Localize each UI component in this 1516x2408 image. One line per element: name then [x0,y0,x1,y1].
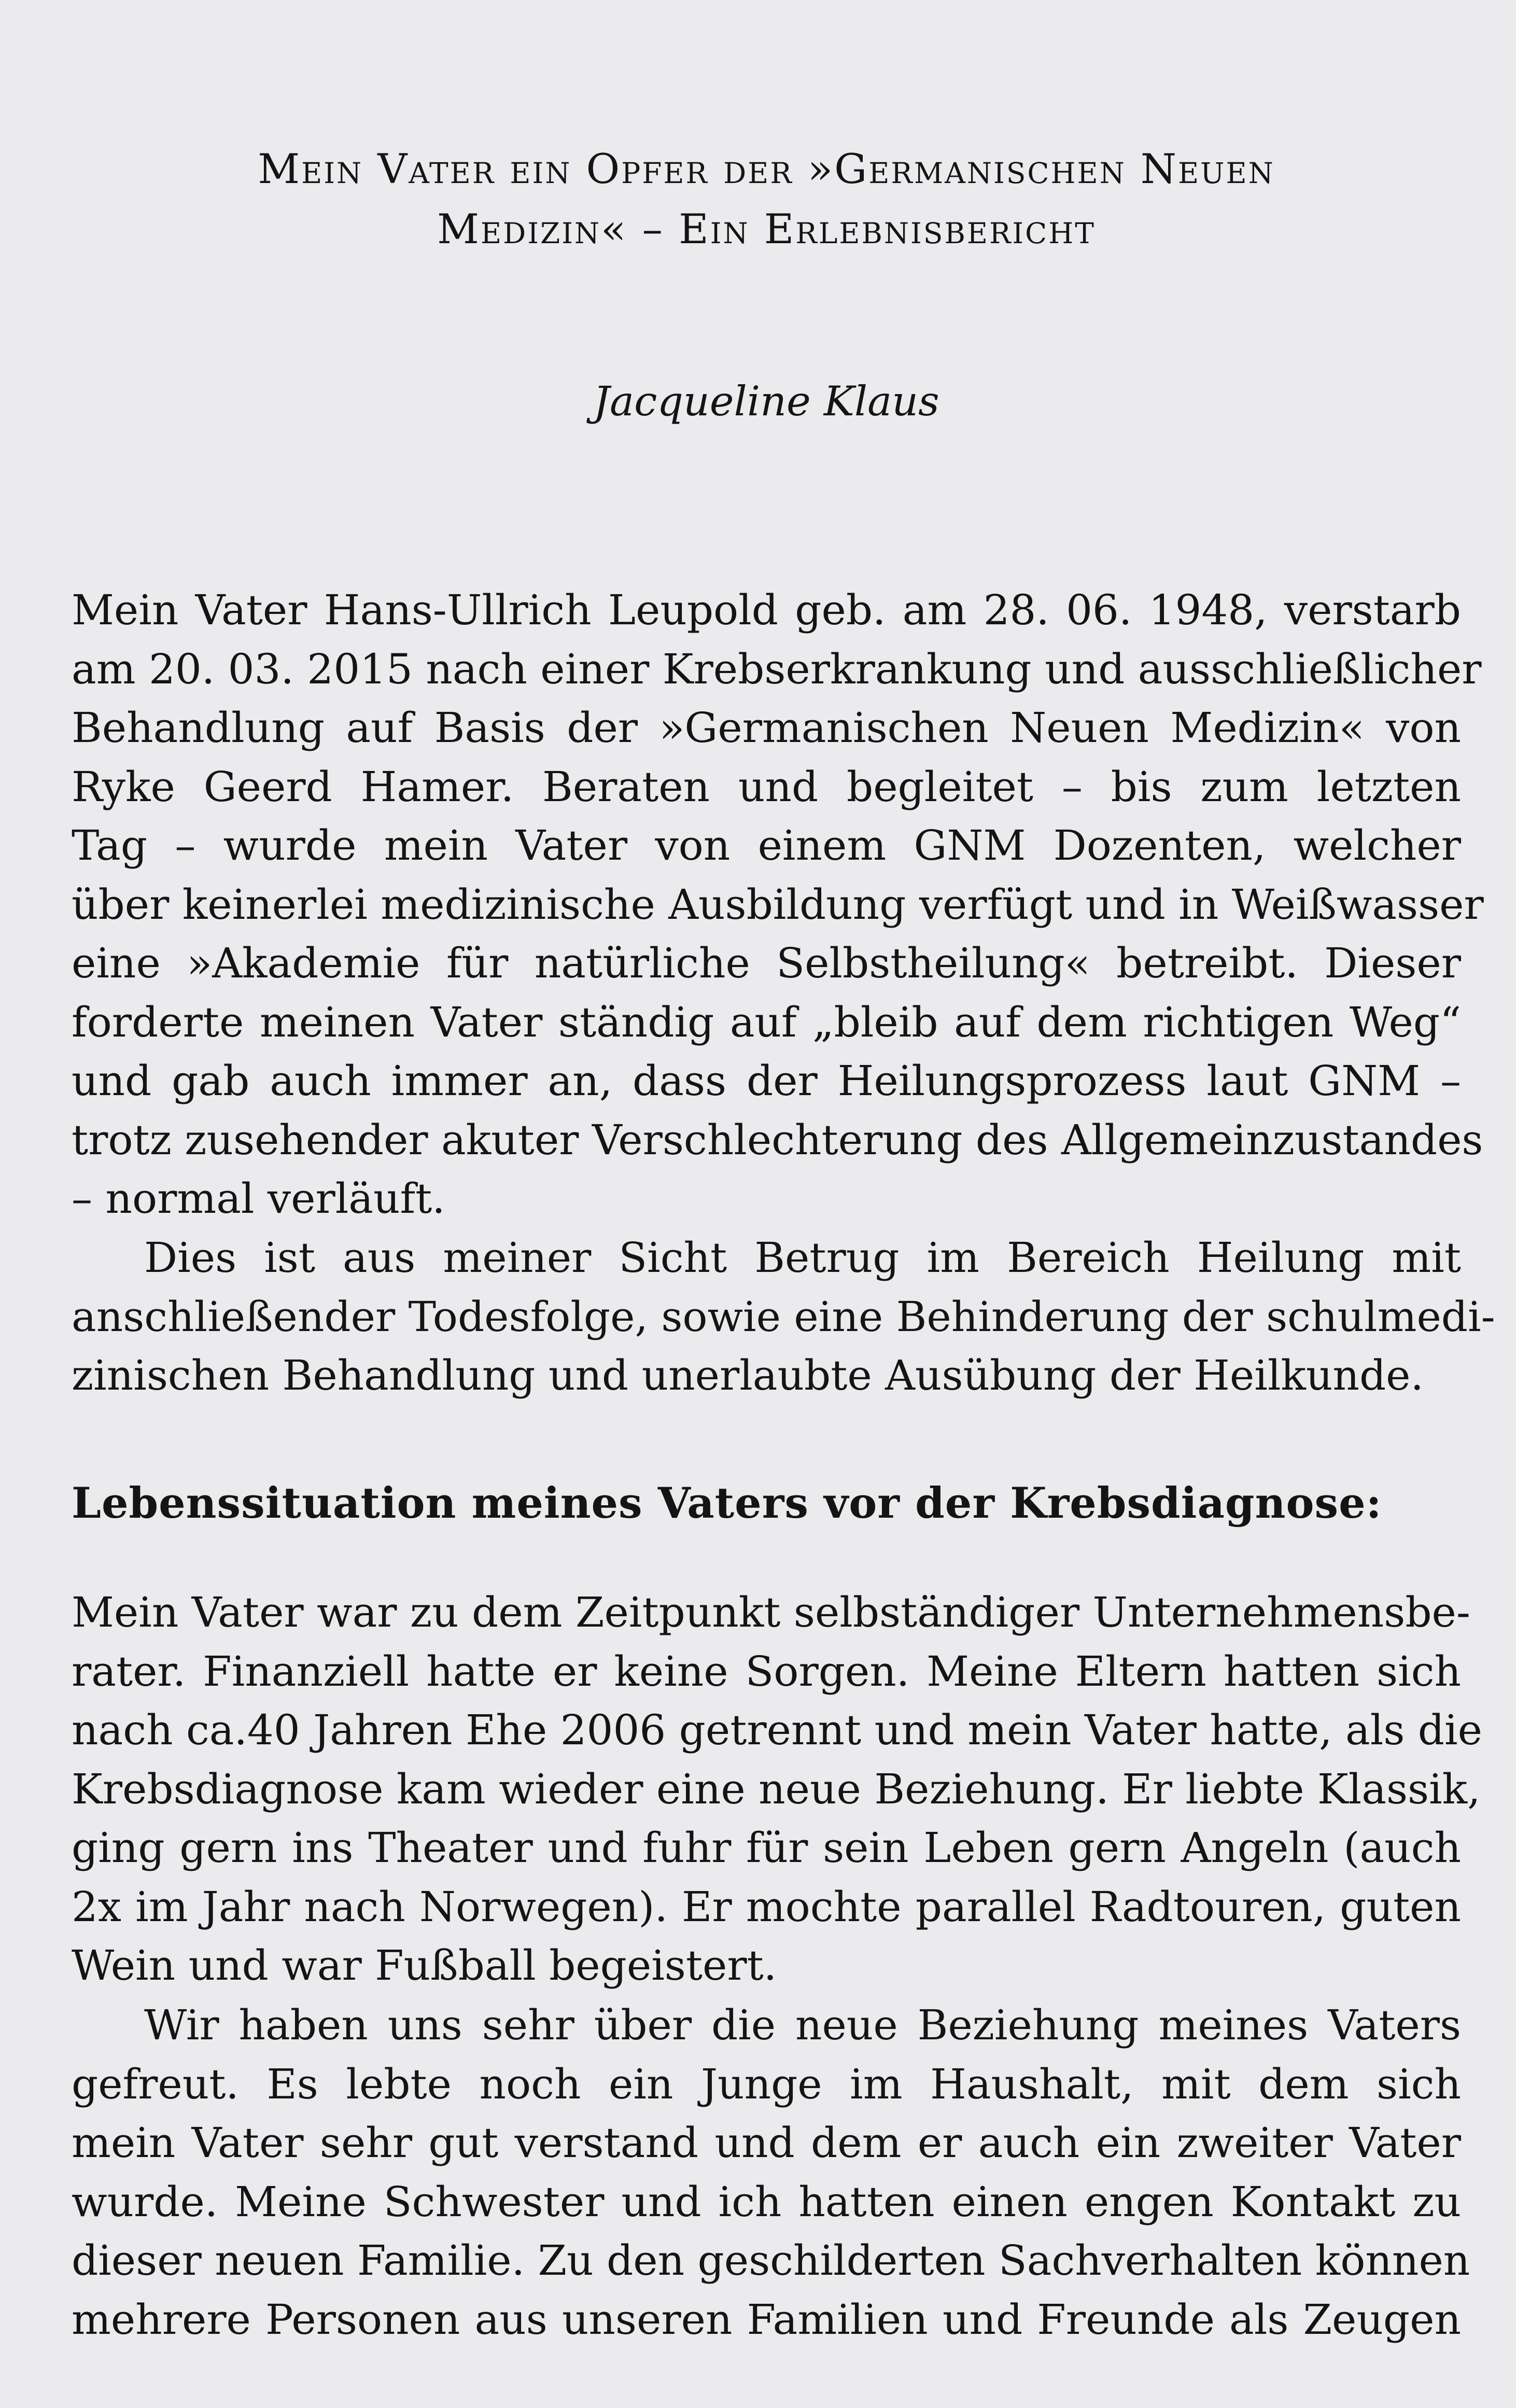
text-line: Mein Vater Hans-Ullrich Leupold geb. am 28. 06. 1948, verstarb [72,586,1461,634]
section-heading: Lebenssituation meines Vaters vor der Krebsdiagnose: [72,1479,1382,1528]
text-line: Tag – wurde mein Vater von einem GNM Dozenten, welcher [72,821,1461,870]
text-line: Behandlung auf Basis der »Germanischen Neuen Medizin« von [72,704,1461,752]
text-line: trotz zusehender akuter Verschlechterung des Allgemeinzustandes [72,1115,1483,1164]
text-line: nach ca.40 Jahren Ehe 2006 getrennt und mein Vater hatte, als die [72,1706,1482,1754]
title-line-1: Mein Vater ein Opfer der »Germanischen Neuen [258,145,1275,193]
text-line: Krebsdiagnose kam wieder eine neue Beziehung. Er liebte Klassik, [72,1765,1481,1813]
text-line: forderte meinen Vater ständig auf „bleib auf dem richtigen Weg“ [72,998,1461,1046]
paragraph-2 [72,1228,1495,1405]
text-line: am 20. 03. 2015 nach einer Krebserkrankung und ausschließlicher [72,645,1482,693]
paragraph-3 [72,1583,1482,1995]
text-line: rater. Finanziell hatte er keine Sorgen. Meine Eltern hatten sich [72,1647,1461,1696]
text-line: und gab auch immer an, dass der Heilungsprozess laut GNM – [72,1057,1461,1105]
text-line: zinischen Behandlung und unerlaubte Ausübung der Heilkunde. [72,1351,1424,1399]
text-line: Wir haben uns sehr über die neue Beziehung meines Vaters [144,2001,1461,2049]
text-line: Mein Vater war zu dem Zeitpunkt selbständiger Unternehmensbe- [72,1588,1470,1636]
text-line: mein Vater sehr gut verstand und dem er auch ein zweiter Vater [72,2119,1461,2167]
text-line: mehrere Personen aus unseren Familien und Freunde als Zeugen [72,2295,1461,2344]
text-line: ging gern ins Theater und fuhr für sein Leben gern Angeln (auch [72,1824,1461,1872]
text-line: Dies ist aus meiner Sicht Betrug im Bereich Heilung mit [144,1234,1461,1282]
text-line: Ryke Geerd Hamer. Beraten und begleitet – bis zum letzten [72,762,1461,811]
text-line: gefreut. Es lebte noch ein Junge im Haushalt, mit dem sich [72,2060,1461,2108]
paragraph-4 [72,1996,1470,2349]
author-name: Jacqueline Klaus [593,377,939,425]
document-title [72,139,1461,259]
text-line: anschließender Todesfolge, sowie eine Behinderung der schulmedi- [72,1292,1495,1341]
text-line: wurde. Meine Schwester und ich hatten einen engen Kontakt zu [72,2177,1461,2226]
text-line: – normal verläuft. [72,1174,445,1223]
text-line: über keinerlei medizinische Ausbildung verfügt und in Weißwasser [72,880,1484,929]
text-line: Wein und war Fußball begeistert. [72,1941,777,1990]
title-line-2: Medizin« – Ein Erlebnisbericht [437,205,1096,253]
text-line: dieser neuen Familie. Zu den geschilderten Sachverhalten können [72,2236,1470,2285]
paragraph-1 [72,581,1484,1228]
text-line: 2x im Jahr nach Norwegen). Er mochte parallel Radtouren, guten [72,1882,1461,1931]
text-line: eine »Akademie für natürliche Selbstheilung« betreibt. Dieser [72,939,1461,987]
